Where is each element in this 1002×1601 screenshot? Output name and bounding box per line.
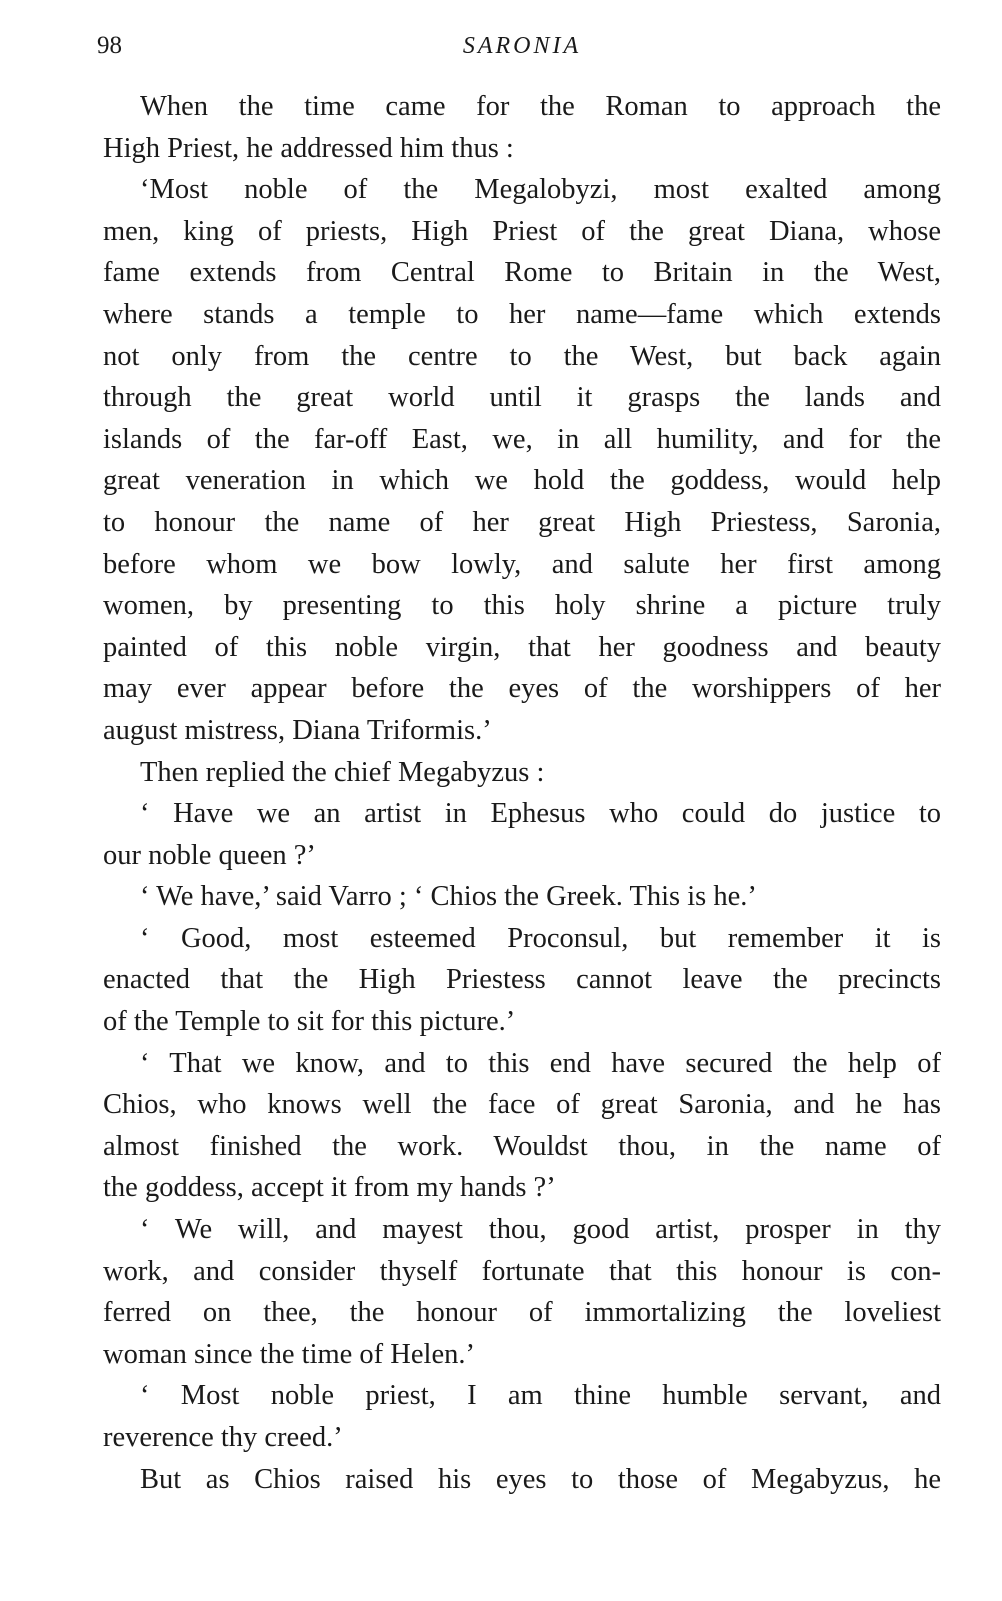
text-line: islands of the far-off East, we, in all humility, and for the bbox=[103, 423, 941, 455]
paragraph bbox=[103, 793, 941, 876]
text-line: our noble queen ?’ bbox=[103, 839, 316, 871]
text-line: When the time came for the Roman to approach the bbox=[140, 91, 941, 122]
text-line: through the great world until it grasps the lands and bbox=[103, 382, 941, 414]
text-line: where stands a temple to her name—fame which extends bbox=[103, 298, 941, 330]
paragraph bbox=[103, 752, 941, 794]
text-line: women, by presenting to this holy shrine a picture truly bbox=[103, 590, 941, 622]
paragraph bbox=[103, 169, 941, 751]
text-line: ‘ We have,’ said Varro ; ‘ Chios the Greek. This is he.’ bbox=[140, 881, 757, 913]
text-line: ‘Most noble of the Megalobyzi, most exalted among bbox=[140, 174, 941, 206]
text-line: almost finished the work. Wouldst thou, in the name of bbox=[103, 1130, 941, 1162]
page-number: 98 bbox=[97, 32, 122, 59]
text-line: painted of this noble virgin, that her goodness and beauty bbox=[103, 631, 941, 663]
paragraph bbox=[103, 1459, 941, 1501]
paragraph bbox=[103, 1209, 941, 1375]
paragraph bbox=[103, 1375, 941, 1458]
book-page bbox=[97, 26, 941, 1500]
text-line: not only from the centre to the West, but back again bbox=[103, 340, 941, 372]
text-line: ferred on thee, the honour of immortalizing the loveliest bbox=[103, 1297, 941, 1329]
paragraph bbox=[103, 876, 941, 918]
text-line: ‘ Have we an artist in Ephesus who could do justice to bbox=[140, 798, 941, 830]
text-line: work, and consider thyself fortunate that this honour is con- bbox=[103, 1255, 941, 1287]
text-line: ‘ That we know, and to this end have secured the help of bbox=[140, 1047, 941, 1079]
text-line: the goddess, accept it from my hands ?’ bbox=[103, 1172, 556, 1204]
text-line: to honour the name of her great High Priestess, Saronia, bbox=[103, 506, 941, 538]
text-line: Then replied the chief Megabyzus : bbox=[140, 756, 545, 788]
text-line: woman since the time of Helen.’ bbox=[103, 1338, 475, 1370]
text-line: enacted that the High Priestess cannot leave the precincts bbox=[103, 964, 941, 996]
text-line: before whom we bow lowly, and salute her first among bbox=[103, 548, 941, 580]
text-line: reverence thy creed.’ bbox=[103, 1422, 343, 1453]
text-line: may ever appear before the eyes of the worshippers of her bbox=[103, 673, 941, 705]
text-line: great veneration in which we hold the goddess, would help bbox=[103, 465, 941, 497]
text-line: fame extends from Central Rome to Britain in the West, bbox=[103, 257, 941, 289]
text-line: High Priest, he addressed him thus : bbox=[103, 132, 514, 164]
text-line: ‘ We will, and mayest thou, good artist, prosper in thy bbox=[140, 1214, 941, 1246]
text-line: Chios, who knows well the face of great Saronia, and he has bbox=[103, 1089, 941, 1121]
body-text bbox=[103, 86, 941, 1500]
text-line: ‘ Most noble priest, I am thine humble servant, and bbox=[140, 1380, 941, 1412]
text-line: ‘ Good, most esteemed Proconsul, but remember it is bbox=[140, 922, 941, 954]
text-line: But as Chios raised his eyes to those of Megabyzus, he bbox=[140, 1463, 941, 1495]
text-line: men, king of priests, High Priest of the great Diana, whose bbox=[103, 215, 941, 247]
running-head bbox=[97, 26, 941, 66]
text-line: of the Temple to sit for this picture.’ bbox=[103, 1006, 516, 1038]
paragraph bbox=[103, 918, 941, 1043]
paragraph bbox=[103, 1043, 941, 1209]
paragraph bbox=[103, 86, 941, 169]
text-line: august mistress, Diana Triformis.’ bbox=[103, 714, 492, 746]
running-title: SARONIA bbox=[462, 33, 582, 59]
